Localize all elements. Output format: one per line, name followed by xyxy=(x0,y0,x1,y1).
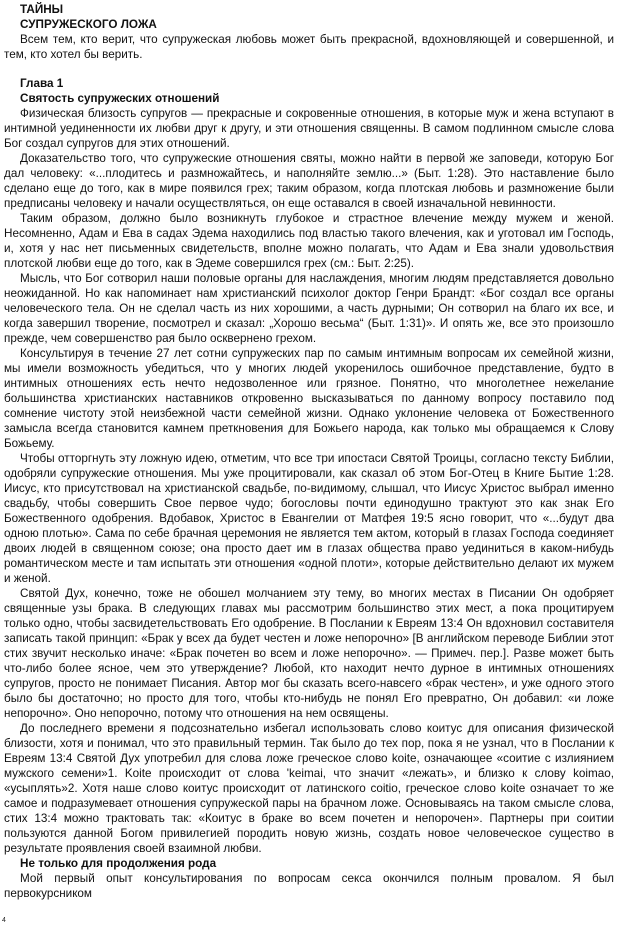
body-paragraph: До последнего времени я подсознательно избегал использовать слово коитус для описания физической близости, хотя и понимал, что это правильный термин. Так было до тех пор, пока я не узнал, что в Послании к Евреям 13:4 Святой Дух употребил для слова ложе греческое слово koite, означающее «соитие с излиянием мужского семени»1. Koite происходит от слова 'keimai, что значит «лежать», и близко к слову koimao, «усыплять»2. Хотя наше слово коитус происходит от латинского coitio, греческое слово koite означает то же самое и подразумевает отношения супружеской пары на брачном ложе. Основываясь на таком смысле слова, стих 13:4 можно трактовать так: «Коитус в браке во всем почетен и непорочен». Партнеры при соитии пользуются данной Богом привилегией породить новую жизнь, создать новое человеческое существо в результате проявления своей взаимной любви. xyxy=(4,722,614,855)
spacer xyxy=(4,62,614,76)
book-title-line-2: СУПРУЖЕСКОГО ЛОЖА xyxy=(20,18,157,31)
page-number: 4 xyxy=(2,917,6,924)
book-title-line-1: ТАЙНЫ xyxy=(20,3,64,16)
section-heading: Не только для продолжения рода xyxy=(20,857,217,870)
dedication-paragraph: Всем тем, кто верит, что супружеская любовь может быть прекрасной, вдохновляющей и совершенной, и тем, кто хотел бы верить. xyxy=(4,33,614,61)
body-paragraph: Доказательство того, что супружеские отношения святы, можно найти в первой же заповеди, которую Бог дал человеку: «...плодитесь и размножайтесь, и наполняйте землю...» (Быт. 1:28). Это наставление было сделано еще до того, как в мире появился грех; таким образом, когда плотская любовь и размножение были предписаны человеку и начали осуществляться, он еще оставался в своей изначальной невинности. xyxy=(4,152,614,210)
body-paragraph: Таким образом, должно было возникнуть глубокое и страстное влечение между мужем и женой. Несомненно, Адам и Ева в садах Эдема находились под властью такого влечения, как и уготовал им Господь, и, хотя у нас нет письменных свидетельств, вполне можно полагать, что Адам и Ева знали удовольствия плотской любви еще до того, как в Эдеме совершился грех (см.: Быт. 2:25). xyxy=(4,212,614,270)
chapter-heading: Глава 1 xyxy=(20,77,64,90)
body-paragraph: Физическая близость супругов — прекрасные и сокровенные отношения, в которые муж и жена вступают в интимной уединенности их любви друг к другу, и эти отношения священны. В самом подлинном смысле слова Бог создал супругов для этих отношений. xyxy=(4,107,614,150)
section-heading: Святость супружеских отношений xyxy=(20,92,220,105)
body-paragraph: Святой Дух, конечно, тоже не обошел молчанием эту тему, во многих местах в Писании Он одобряет священные узы брака. В следующих главах мы рассмотрим большинство этих мест, а пока процитируем только одно, чтобы засвидетельствовать Его одобрение. В Послании к Евреям 13:4 Он вдохновил составителя записать такой принцип: «Брак у всех да будет честен и ложе непорочно» [В английском переводе Библии этот стих звучит несколько иначе: «Брак почетен во всем и ложе непорочно». — Примеч. пер.]. Разве может быть что-либо более ясное, чем это утверждение? Любой, кто находит нечто дурное в интимных отношениях супругов, просто не понимает Писания. Автор мог бы сказать всего-навсего «брак честен», и уже одного этого было бы достаточно; но просто для того, чтобы кто-нибудь не понял Его превратно, Он добавил: «и ложе непорочно». Оно непорочно, потому что отношения на нем освящены. xyxy=(4,587,614,720)
body-paragraph: Консультируя в течение 27 лет сотни супружеских пар по самым интимным вопросам их семейной жизни, мы имели возможность убедиться, что у многих людей укоренилось ошибочное представление, будто в интимных отношениях есть нечто недозволенное или грязное. Понятно, что многолетнее нежелание большинства христианских наставников откровенно высказываться по данному вопросу поставило под сомнение чистоту этой неизбежной части семейной жизни. Однако уклонение человека от Божественного замысла всегда становится камнем преткновения для Божьего народа, как только мы обращаемся к Слову Божьему. xyxy=(4,347,614,450)
body-paragraph: Мой первый опыт консультирования по вопросам секса окончился полным провалом. Я был первокурсником xyxy=(4,872,614,900)
body-paragraph: Мысль, что Бог сотворил наши половые органы для наслаждения, многим людям представляется довольно неожиданной. Но как напоминает нам христианский психолог доктор Генри Брандт: «Бог создал все органы человеческого тела. Он не сделал часть из них хорошими, а часть дурными; Он сотворил на благо их все, и когда завершил творение, посмотрел и сказал: „Хорошо весьма“ (Быт. 1:31)». И опять же, все это произошло прежде, чем совершенство рая было осквернено грехом. xyxy=(4,272,614,345)
body-paragraph: Чтобы отторгнуть эту ложную идею, отметим, что все три ипостаси Святой Троицы, согласно тексту Библии, одобряли супружеские отношения. Мы уже процитировали, как сказал об этом Бог-Отец в Книге Бытие 1:28. Иисус, кто присутствовал на христианской свадьбе, по-видимому, слышал, что Иисус Христос выбрал именно свадьбу, чтобы совершить Свое первое чудо; богословы почти единодушно трактуют это как знак Его Божественного одобрения. Вдобавок, Христос в Евангелии от Матфея 19:5 ясно говорит, что «...будут два одною плотью». Сама по себе брачная церемония не является тем актом, который в глазах Господа соединяет двоих людей в священном союзе; она просто дает им в глазах общества право уединиться в каком-нибудь романтическом месте и там испытать эти отношения «одной плоти», которые действительно делают их мужем и женой. xyxy=(4,452,614,585)
